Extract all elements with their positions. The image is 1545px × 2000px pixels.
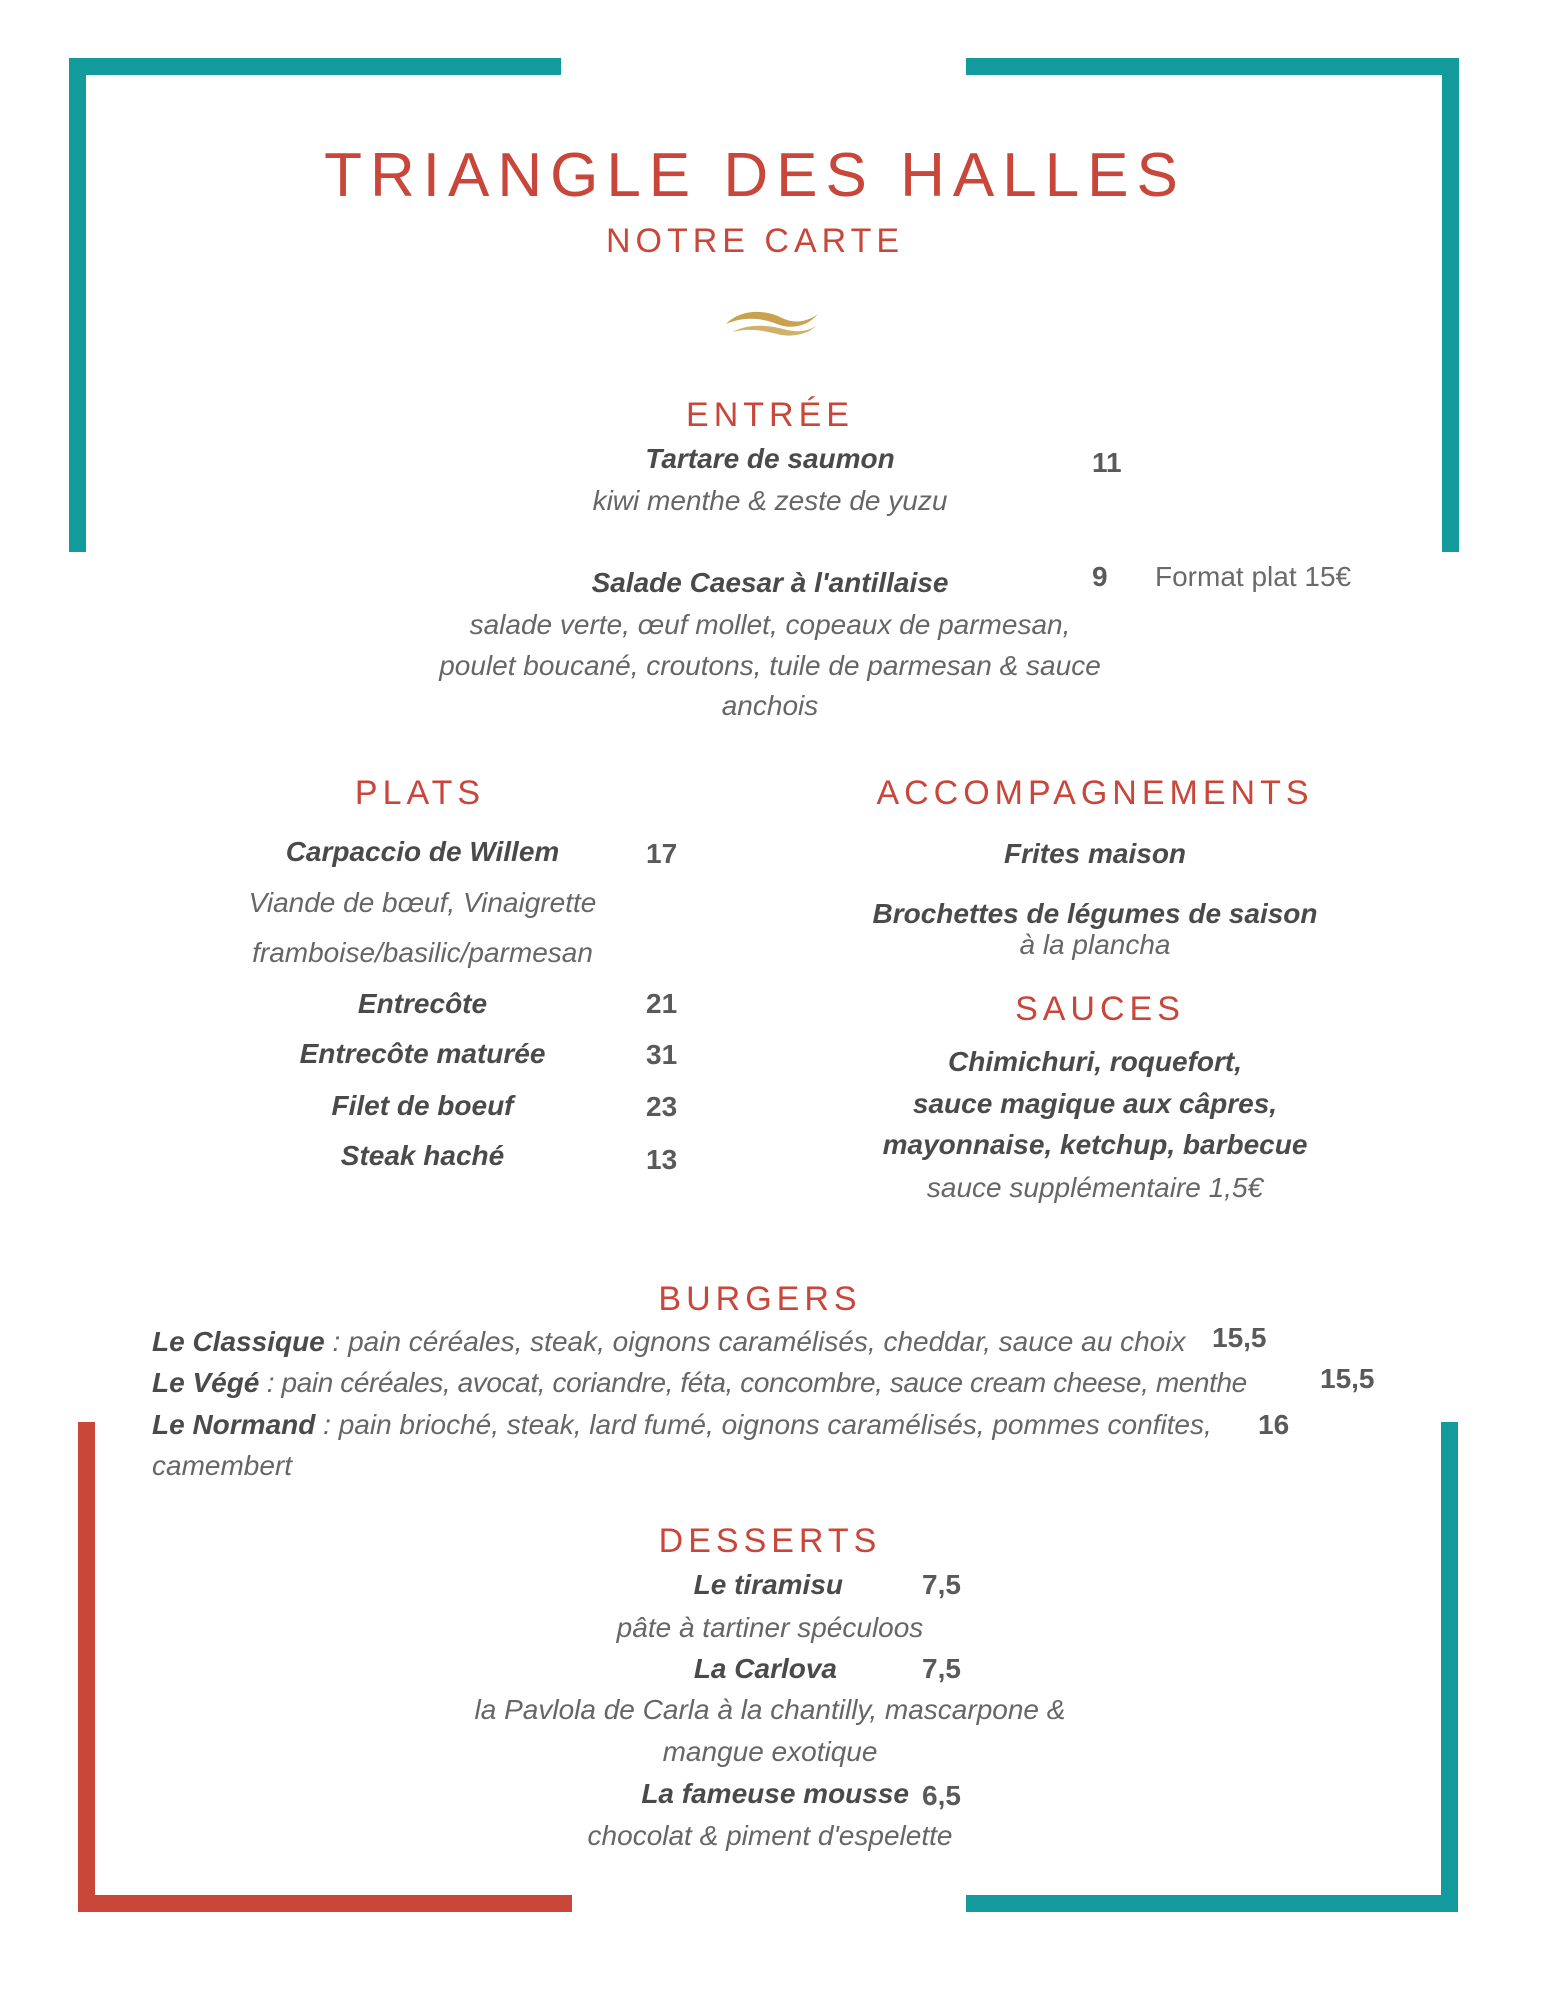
dessert-name: La Carlova (693, 1653, 837, 1684)
burger-price: 15,5 (1212, 1322, 1267, 1353)
dessert-description: chocolat & piment d'espelette (587, 1820, 953, 1851)
sauce-line: Chimichuri, roquefort, (948, 1046, 1242, 1077)
burger-line (152, 1367, 1247, 1399)
frame-bottom-left-horizontal (78, 1895, 572, 1912)
sauce-line: mayonnaise, ketchup, barbecue (882, 1129, 1308, 1160)
side-item-description: à la plancha (1019, 929, 1171, 960)
burger-name: Le Classique (152, 1326, 325, 1357)
item-description: Viande de bœuf, Vinaigrette (248, 887, 597, 918)
frame-top-left-horizontal (69, 58, 561, 75)
item-name: Carpaccio de Willem (285, 836, 560, 867)
item-description: poulet boucané, croutons, tuile de parmesan & sauce (439, 650, 1101, 681)
item-name: Entrecôte maturée (299, 1038, 546, 1069)
section-heading-accompagnements: ACCOMPAGNEMENTS (876, 774, 1314, 812)
section-heading-entree: ENTRÉE (686, 396, 854, 434)
item-description: salade verte, œuf mollet, copeaux de parmesan, (469, 609, 1071, 640)
gold-swirl-icon (722, 300, 822, 340)
frame-bottom-right-horizontal (966, 1895, 1458, 1912)
burger-description: : pain céréales, avocat, coriandre, féta, concombre, sauce cream cheese, menthe (259, 1367, 1247, 1398)
dessert-price: 7,5 (922, 1653, 961, 1684)
burger-description: : pain céréales, steak, oignons caramélisés, cheddar, sauce au choix (324, 1326, 1186, 1357)
frame-bottom-right-vertical (1441, 1422, 1458, 1912)
item-description: anchois (721, 690, 819, 721)
burger-description-continued: camembert (152, 1450, 293, 1481)
item-name: Tartare de saumon (645, 443, 895, 474)
sauce-line: sauce magique aux câpres, (912, 1088, 1278, 1119)
burger-name: Le Normand (152, 1409, 316, 1440)
item-price: 9 (1092, 561, 1108, 592)
dessert-price: 6,5 (922, 1780, 961, 1811)
burger-line (152, 1409, 1212, 1441)
dessert-description: mangue exotique (662, 1736, 878, 1767)
item-description: framboise/basilic/parmesan (252, 937, 593, 968)
side-item-name: Brochettes de légumes de saison (872, 898, 1318, 929)
item-name: Salade Caesar à l'antillaise (591, 567, 949, 598)
frame-top-left-vertical (69, 58, 86, 552)
section-heading-desserts: DESSERTS (658, 1522, 882, 1560)
item-name: Steak haché (340, 1140, 505, 1171)
burger-name: Le Végé (152, 1367, 260, 1398)
menu-subtitle: NOTRE CARTE (605, 222, 905, 260)
section-heading-plats: PLATS (354, 774, 486, 812)
burger-line (152, 1326, 1185, 1358)
frame-top-right-vertical (1442, 58, 1459, 552)
item-price: 21 (646, 988, 678, 1019)
item-price: 13 (646, 1144, 678, 1175)
item-price: 11 (1092, 447, 1122, 478)
restaurant-title: TRIANGLE DES HALLES (324, 141, 1186, 210)
item-price: 31 (646, 1039, 678, 1070)
dessert-description: pâte à tartiner spéculoos (616, 1612, 924, 1643)
frame-bottom-left-vertical (78, 1422, 95, 1912)
dessert-price: 7,5 (922, 1569, 961, 1600)
dessert-name: La fameuse mousse (641, 1778, 909, 1809)
item-description: kiwi menthe & zeste de yuzu (592, 485, 948, 516)
item-price: 23 (646, 1091, 678, 1122)
side-item-name: Frites maison (1003, 838, 1187, 869)
dessert-description: la Pavlola de Carla à la chantilly, mascarpone & (474, 1694, 1066, 1725)
item-price: 17 (646, 838, 678, 869)
section-heading-burgers: BURGERS (658, 1280, 862, 1318)
burger-description: : pain brioché, steak, lard fumé, oignons caramélisés, pommes confites, (315, 1409, 1212, 1440)
section-heading-sauces: SAUCES (1015, 990, 1185, 1028)
sauce-supplement-note: sauce supplémentaire 1,5€ (926, 1172, 1264, 1203)
burger-price: 15,5 (1320, 1363, 1375, 1394)
format-plat-note: Format plat 15€ (1155, 561, 1352, 592)
dessert-name: Le tiramisu (693, 1569, 843, 1600)
frame-top-right-horizontal (966, 58, 1459, 75)
burger-price: 16 (1258, 1409, 1290, 1440)
item-name: Entrecôte (357, 988, 488, 1019)
item-name: Filet de boeuf (331, 1090, 514, 1121)
